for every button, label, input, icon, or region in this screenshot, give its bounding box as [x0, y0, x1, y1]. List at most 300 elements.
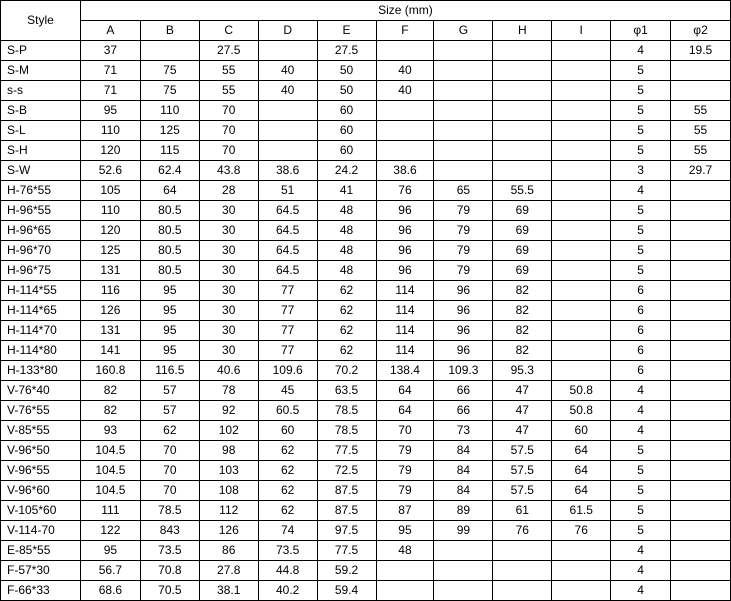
- size-cell: 96: [434, 341, 493, 361]
- style-cell: H-114*70: [1, 321, 81, 341]
- size-cell: 109.3: [434, 361, 493, 381]
- size-cell: 5: [611, 481, 671, 501]
- size-cell: 74: [258, 521, 317, 541]
- size-cell: 59.2: [317, 561, 376, 581]
- style-cell: H-96*70: [1, 241, 81, 261]
- size-cell: 92: [199, 401, 258, 421]
- size-cell: 50: [317, 81, 376, 101]
- size-cell: 64: [376, 401, 434, 421]
- size-cell: 60: [317, 101, 376, 121]
- size-cell: 47: [493, 421, 552, 441]
- size-cell: [376, 101, 434, 121]
- size-cell: 38.6: [258, 161, 317, 181]
- size-cell: 24.2: [317, 161, 376, 181]
- size-cell: [671, 241, 731, 261]
- size-cell: 73.5: [140, 541, 199, 561]
- style-cell: V-96*50: [1, 441, 81, 461]
- size-cell: 30: [199, 281, 258, 301]
- size-cell: [493, 121, 552, 141]
- size-cell: [493, 101, 552, 121]
- size-cell: 55.5: [493, 181, 552, 201]
- size-cell: [552, 81, 611, 101]
- style-cell: H-76*55: [1, 181, 81, 201]
- size-cell: [671, 401, 731, 421]
- size-cell: 116: [80, 281, 140, 301]
- size-cell: 82: [493, 281, 552, 301]
- size-cell: 57: [140, 401, 199, 421]
- size-cell: 43.8: [199, 161, 258, 181]
- size-cell: [671, 481, 731, 501]
- table-row: [1, 61, 731, 81]
- size-cell: 843: [140, 521, 199, 541]
- size-cell: [671, 501, 731, 521]
- size-cell: 104.5: [80, 441, 140, 461]
- size-cell: 4: [611, 561, 671, 581]
- size-cell: 62: [317, 281, 376, 301]
- size-cell: 5: [611, 221, 671, 241]
- size-cell: [493, 161, 552, 181]
- size-cell: 61: [493, 501, 552, 521]
- size-cell: 59.4: [317, 581, 376, 601]
- size-cell: [671, 81, 731, 101]
- style-cell: S-P: [1, 41, 81, 61]
- size-cell: [493, 541, 552, 561]
- size-cell: 50.8: [552, 381, 611, 401]
- size-cell: 125: [80, 241, 140, 261]
- size-cell: 70: [376, 421, 434, 441]
- size-cell: 47: [493, 401, 552, 421]
- size-cell: 27.5: [317, 41, 376, 61]
- size-cell: [552, 581, 611, 601]
- size-cell: 86: [199, 541, 258, 561]
- size-cell: [376, 141, 434, 161]
- size-cell: 50.8: [552, 401, 611, 421]
- size-cell: 52.6: [80, 161, 140, 181]
- size-cell: 125: [140, 121, 199, 141]
- size-cell: [434, 41, 493, 61]
- table-row: [1, 161, 731, 181]
- size-cell: 95: [140, 301, 199, 321]
- size-cell: 97.5: [317, 521, 376, 541]
- size-cell: 79: [434, 221, 493, 241]
- size-cell: [671, 581, 731, 601]
- size-cell: 5: [611, 521, 671, 541]
- column-header: φ1: [611, 21, 671, 41]
- size-cell: [671, 301, 731, 321]
- size-cell: 60: [317, 141, 376, 161]
- size-cell: [552, 361, 611, 381]
- size-cell: 110: [80, 201, 140, 221]
- size-cell: 76: [376, 181, 434, 201]
- table-row: [1, 261, 731, 281]
- size-cell: 98: [199, 441, 258, 461]
- style-cell: V-105*60: [1, 501, 81, 521]
- size-cell: 77: [258, 341, 317, 361]
- table-row: [1, 441, 731, 461]
- size-cell: 5: [611, 441, 671, 461]
- size-cell: 77.5: [317, 441, 376, 461]
- size-cell: 99: [434, 521, 493, 541]
- size-cell: 71: [80, 61, 140, 81]
- size-cell: 87.5: [317, 501, 376, 521]
- size-cell: 40: [258, 61, 317, 81]
- size-cell: [258, 141, 317, 161]
- size-cell: 55: [199, 61, 258, 81]
- table-row: [1, 381, 731, 401]
- size-cell: 48: [317, 241, 376, 261]
- size-cell: [434, 81, 493, 101]
- size-cell: 69: [493, 241, 552, 261]
- size-cell: 4: [611, 181, 671, 201]
- size-cell: [552, 561, 611, 581]
- table-row: [1, 41, 731, 61]
- size-cell: [552, 541, 611, 561]
- size-cell: 104.5: [80, 481, 140, 501]
- size-cell: [552, 161, 611, 181]
- size-cell: [552, 221, 611, 241]
- size-cell: [376, 561, 434, 581]
- size-cell: 55: [671, 121, 731, 141]
- size-cell: 28: [199, 181, 258, 201]
- size-cell: 29.7: [671, 161, 731, 181]
- size-cell: 95: [376, 521, 434, 541]
- column-header: I: [552, 21, 611, 41]
- column-header: F: [376, 21, 434, 41]
- size-cell: [552, 141, 611, 161]
- size-cell: 5: [611, 121, 671, 141]
- table-row: [1, 321, 731, 341]
- size-cell: 96: [434, 321, 493, 341]
- column-header: D: [258, 21, 317, 41]
- size-cell: 64: [140, 181, 199, 201]
- size-cell: 80.5: [140, 241, 199, 261]
- size-cell: 114: [376, 321, 434, 341]
- size-cell: 120: [80, 221, 140, 241]
- size-cell: 5: [611, 141, 671, 161]
- size-cell: 62: [258, 481, 317, 501]
- size-cell: 38.1: [199, 581, 258, 601]
- size-cell: [671, 541, 731, 561]
- size-cell: 40.6: [199, 361, 258, 381]
- size-cell: 5: [611, 201, 671, 221]
- size-cell: 89: [434, 501, 493, 521]
- size-cell: [140, 41, 199, 61]
- table-row: [1, 541, 731, 561]
- size-cell: 70: [140, 441, 199, 461]
- size-cell: 80.5: [140, 221, 199, 241]
- size-cell: 4: [611, 401, 671, 421]
- size-cell: [493, 141, 552, 161]
- size-cell: [671, 521, 731, 541]
- size-cell: 62.4: [140, 161, 199, 181]
- size-cell: 96: [434, 281, 493, 301]
- size-cell: 30: [199, 221, 258, 241]
- size-cell: 103: [199, 461, 258, 481]
- size-cell: [671, 421, 731, 441]
- column-header: A: [80, 21, 140, 41]
- table-row: [1, 481, 731, 501]
- size-cell: 55: [671, 141, 731, 161]
- table-row: [1, 401, 731, 421]
- size-cell: 40.2: [258, 581, 317, 601]
- size-cell: [434, 581, 493, 601]
- size-cell: 63.5: [317, 381, 376, 401]
- size-cell: 72.5: [317, 461, 376, 481]
- size-cell: 30: [199, 241, 258, 261]
- size-cell: 108: [199, 481, 258, 501]
- size-cell: 66: [434, 401, 493, 421]
- size-cell: 70.2: [317, 361, 376, 381]
- size-cell: 69: [493, 201, 552, 221]
- size-cell: [493, 81, 552, 101]
- size-cell: [258, 101, 317, 121]
- size-cell: 57.5: [493, 441, 552, 461]
- size-cell: 70.8: [140, 561, 199, 581]
- size-cell: 71: [80, 81, 140, 101]
- size-cell: [552, 341, 611, 361]
- style-cell: H-114*65: [1, 301, 81, 321]
- size-cell: [552, 281, 611, 301]
- size-cell: [552, 121, 611, 141]
- size-cell: 105: [80, 181, 140, 201]
- style-column-header: Style: [1, 1, 81, 41]
- table-row: [1, 341, 731, 361]
- size-cell: 131: [80, 261, 140, 281]
- size-cell: 160.8: [80, 361, 140, 381]
- size-cell: 5: [611, 81, 671, 101]
- size-cell: [258, 41, 317, 61]
- size-cell: 40: [258, 81, 317, 101]
- header-row-top: [1, 1, 731, 21]
- size-cell: 30: [199, 341, 258, 361]
- size-cell: 6: [611, 361, 671, 381]
- size-cell: 82: [80, 381, 140, 401]
- table-row: [1, 301, 731, 321]
- size-cell: [671, 561, 731, 581]
- style-cell: V-114-70: [1, 521, 81, 541]
- table-row: [1, 221, 731, 241]
- size-cell: [671, 281, 731, 301]
- size-cell: [671, 221, 731, 241]
- size-cell: [671, 381, 731, 401]
- size-cell: [376, 41, 434, 61]
- style-cell: V-76*55: [1, 401, 81, 421]
- size-cell: 65: [434, 181, 493, 201]
- size-cell: 57.5: [493, 461, 552, 481]
- size-cell: 6: [611, 301, 671, 321]
- size-cell: [671, 61, 731, 81]
- style-cell: V-96*55: [1, 461, 81, 481]
- size-cell: 77.5: [317, 541, 376, 561]
- size-cell: 55: [671, 101, 731, 121]
- size-cell: 110: [80, 121, 140, 141]
- size-cell: 82: [80, 401, 140, 421]
- size-cell: 70: [140, 481, 199, 501]
- size-cell: 5: [611, 101, 671, 121]
- size-cell: [552, 241, 611, 261]
- size-cell: [671, 461, 731, 481]
- size-cell: 48: [376, 541, 434, 561]
- size-cell: [434, 101, 493, 121]
- size-cell: [434, 141, 493, 161]
- size-cell: 5: [611, 501, 671, 521]
- size-cell: [671, 361, 731, 381]
- size-cell: 68.6: [80, 581, 140, 601]
- size-cell: 3: [611, 161, 671, 181]
- table-row: [1, 181, 731, 201]
- size-cell: 62: [317, 321, 376, 341]
- size-cell: 6: [611, 341, 671, 361]
- size-cell: 95: [140, 341, 199, 361]
- size-cell: 70: [140, 461, 199, 481]
- size-cell: 64.5: [258, 241, 317, 261]
- size-cell: 62: [258, 461, 317, 481]
- style-cell: s-s: [1, 81, 81, 101]
- style-cell: S-B: [1, 101, 81, 121]
- size-cell: 5: [611, 261, 671, 281]
- size-cell: 102: [199, 421, 258, 441]
- size-cell: [671, 321, 731, 341]
- size-cell: 30: [199, 321, 258, 341]
- size-cell: 73.5: [258, 541, 317, 561]
- table-row: [1, 581, 731, 601]
- column-header: E: [317, 21, 376, 41]
- size-cell: [671, 441, 731, 461]
- size-cell: 84: [434, 441, 493, 461]
- size-cell: 77: [258, 321, 317, 341]
- size-cell: 5: [611, 241, 671, 261]
- size-cell: 122: [80, 521, 140, 541]
- size-cell: 70: [199, 101, 258, 121]
- size-cell: 82: [493, 341, 552, 361]
- size-cell: 78.5: [317, 401, 376, 421]
- size-cell: [493, 561, 552, 581]
- style-cell: S-L: [1, 121, 81, 141]
- size-cell: 4: [611, 41, 671, 61]
- size-cell: 126: [80, 301, 140, 321]
- size-cell: [552, 201, 611, 221]
- size-cell: 51: [258, 181, 317, 201]
- size-cell: [671, 341, 731, 361]
- size-cell: 78.5: [317, 421, 376, 441]
- size-cell: [434, 61, 493, 81]
- style-cell: V-85*55: [1, 421, 81, 441]
- size-cell: 116.5: [140, 361, 199, 381]
- table-row: [1, 201, 731, 221]
- size-cell: 95.3: [493, 361, 552, 381]
- size-cell: [671, 181, 731, 201]
- size-cell: 6: [611, 321, 671, 341]
- size-cell: [258, 121, 317, 141]
- size-cell: 4: [611, 541, 671, 561]
- style-cell: E-85*55: [1, 541, 81, 561]
- size-cell: 70: [199, 141, 258, 161]
- size-cell: 73: [434, 421, 493, 441]
- size-cell: 56.7: [80, 561, 140, 581]
- size-cell: 82: [493, 321, 552, 341]
- size-cell: 55: [199, 81, 258, 101]
- table-row: [1, 101, 731, 121]
- size-cell: 96: [376, 221, 434, 241]
- size-cell: 45: [258, 381, 317, 401]
- size-cell: 141: [80, 341, 140, 361]
- size-cell: 47: [493, 381, 552, 401]
- size-cell: 40: [376, 61, 434, 81]
- table-row: [1, 241, 731, 261]
- size-cell: 77: [258, 301, 317, 321]
- size-cell: 5: [611, 61, 671, 81]
- style-cell: H-114*80: [1, 341, 81, 361]
- size-cell: 87: [376, 501, 434, 521]
- size-cell: 110: [140, 101, 199, 121]
- style-cell: H-133*80: [1, 361, 81, 381]
- size-cell: 57: [140, 381, 199, 401]
- size-cell: [434, 541, 493, 561]
- size-cell: 57.5: [493, 481, 552, 501]
- size-cell: 64.5: [258, 261, 317, 281]
- size-cell: 79: [434, 201, 493, 221]
- size-cell: 80.5: [140, 261, 199, 281]
- column-header: C: [199, 21, 258, 41]
- size-cell: 50: [317, 61, 376, 81]
- size-cell: 109.6: [258, 361, 317, 381]
- size-cell: [493, 581, 552, 601]
- size-cell: 77: [258, 281, 317, 301]
- size-cell: 138.4: [376, 361, 434, 381]
- size-cell: [376, 581, 434, 601]
- style-cell: F-66*33: [1, 581, 81, 601]
- size-cell: [434, 161, 493, 181]
- size-cell: 30: [199, 201, 258, 221]
- size-cell: [376, 121, 434, 141]
- size-cell: 61.5: [552, 501, 611, 521]
- column-header: φ2: [671, 21, 731, 41]
- size-cell: [552, 301, 611, 321]
- size-cell: 64: [376, 381, 434, 401]
- style-cell: S-W: [1, 161, 81, 181]
- table-row: [1, 461, 731, 481]
- size-cell: 64.5: [258, 201, 317, 221]
- table-row: [1, 521, 731, 541]
- size-cell: [434, 561, 493, 581]
- size-cell: 96: [376, 201, 434, 221]
- table-row: [1, 121, 731, 141]
- table-body: [1, 41, 731, 601]
- size-cell: 64: [552, 441, 611, 461]
- size-cell: 87.5: [317, 481, 376, 501]
- size-cell: 48: [317, 201, 376, 221]
- size-cell: 75: [140, 61, 199, 81]
- size-cell: 62: [258, 441, 317, 461]
- style-cell: F-57*30: [1, 561, 81, 581]
- size-cell: 95: [140, 281, 199, 301]
- size-cell: 96: [376, 261, 434, 281]
- size-cell: 79: [434, 261, 493, 281]
- size-cell: 27.8: [199, 561, 258, 581]
- size-cell: 114: [376, 341, 434, 361]
- size-cell: 19.5: [671, 41, 731, 61]
- size-cell: [552, 41, 611, 61]
- size-cell: 64: [552, 481, 611, 501]
- size-cell: [552, 261, 611, 281]
- size-cell: 27.5: [199, 41, 258, 61]
- size-cell: [671, 261, 731, 281]
- size-cell: 76: [493, 521, 552, 541]
- size-cell: 111: [80, 501, 140, 521]
- size-cell: 38.6: [376, 161, 434, 181]
- size-cell: 96: [376, 241, 434, 261]
- size-cell: 62: [140, 421, 199, 441]
